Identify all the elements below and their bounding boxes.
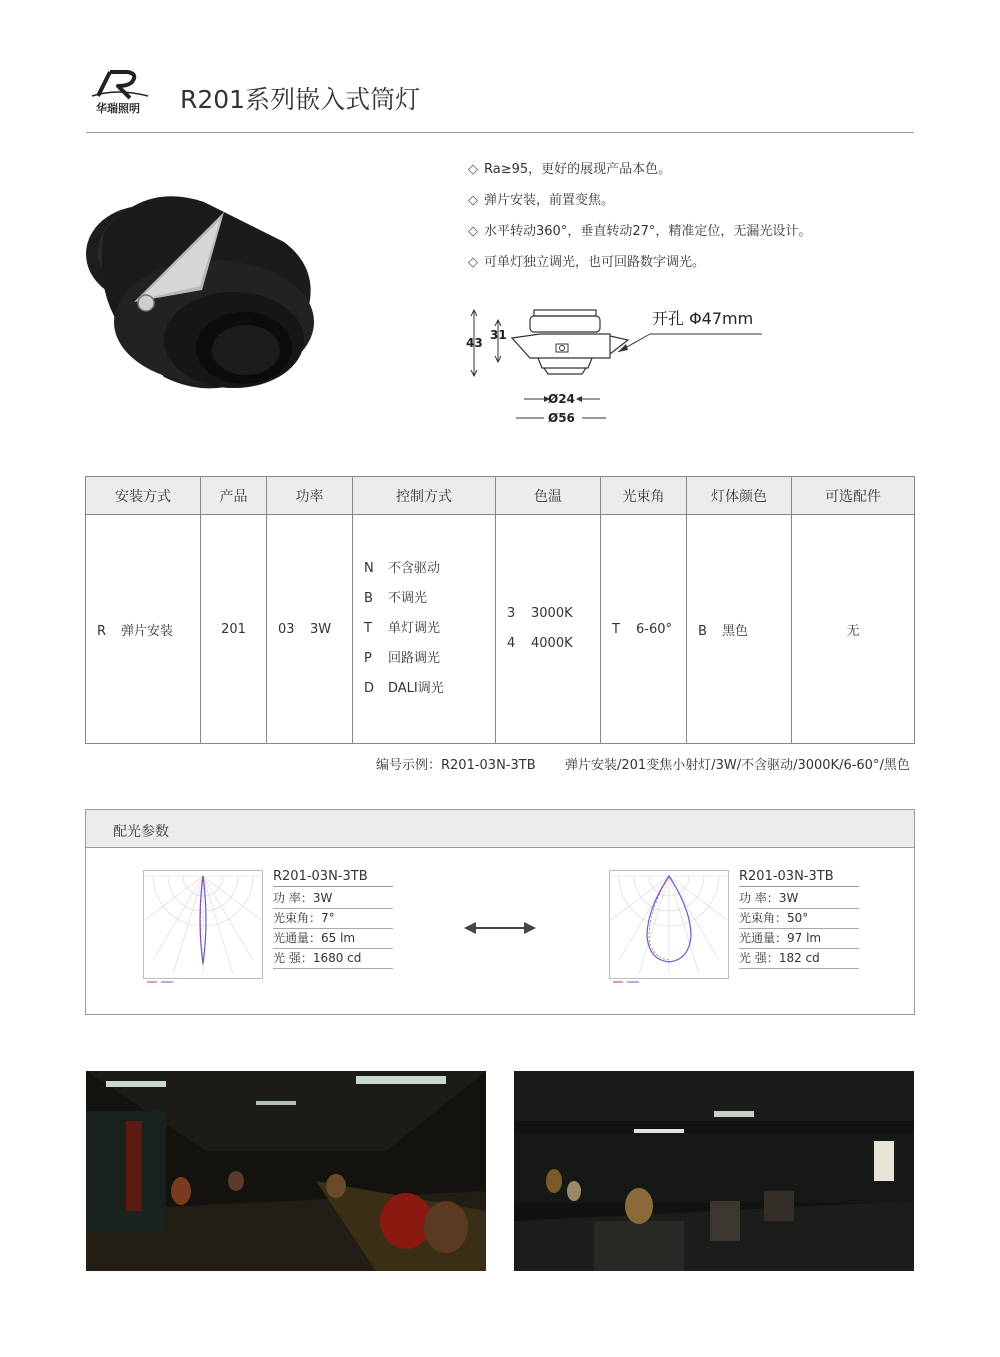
polar-chart-wide — [609, 870, 729, 986]
double-arrow-icon — [464, 921, 536, 935]
photometric-specs-wide — [739, 869, 859, 969]
photometric-panel — [85, 809, 915, 1015]
product-cell: 201 — [201, 515, 267, 744]
dim-inner-diameter: Ø24 — [548, 392, 575, 406]
model-label: R201-03N-3TB — [273, 869, 393, 887]
control-option: D DALI调光 — [364, 681, 444, 696]
order-example-desc: 弹片安装/201变焦小射灯/3W/不含驱动/3000K/6-60°/黑色 — [565, 758, 910, 773]
spec-luminous-flux: 光通量：97 lm — [739, 929, 859, 949]
cct-option: 3 3000K — [507, 606, 573, 621]
control-cell — [353, 515, 496, 744]
table-row — [86, 515, 915, 744]
spec-luminous-flux: 光通量：65 lm — [273, 929, 393, 949]
feature-item: ◇ 弹片安装，前置变焦。 — [468, 193, 615, 208]
accessory-cell: 无 — [792, 515, 915, 744]
col-header-product: 产品 — [201, 477, 267, 515]
feature-item: ◇ Ra≥95，更好的展现产品本色。 — [468, 162, 672, 177]
spec-beam-angle: 光束角：50° — [739, 909, 859, 929]
photometric-header — [86, 810, 914, 848]
col-header-power: 功率 — [267, 477, 353, 515]
header-divider — [86, 132, 914, 133]
order-example-code: 编号示例：R201-03N-3TB — [376, 758, 536, 773]
beam-cell: T 6-60° — [601, 515, 687, 744]
spec-power: 功 率：3W — [273, 889, 393, 909]
spec-intensity: 光 强：182 cd — [739, 949, 859, 969]
col-header-install: 安装方式 — [86, 477, 201, 515]
model-label: R201-03N-3TB — [739, 869, 859, 887]
col-header-accessory: 可选配件 — [792, 477, 915, 515]
spec-power: 功 率：3W — [739, 889, 859, 909]
gallery-photo-right — [514, 1071, 914, 1271]
col-header-color: 灯体颜色 — [687, 477, 792, 515]
cct-cell — [496, 515, 601, 744]
color-cell: B 黑色 — [687, 515, 792, 744]
cutout-label: 开孔 Φ47mm — [652, 309, 754, 328]
brand-name: 华瑞照明 — [96, 102, 140, 115]
control-option: N 不含驱动 — [364, 561, 441, 576]
polar-chart-narrow — [143, 870, 263, 986]
power-cell: 03 3W — [267, 515, 353, 744]
dim-outer-diameter: Ø56 — [548, 411, 575, 425]
photometric-specs-narrow — [273, 869, 393, 969]
dim-total-height: 43 — [466, 336, 483, 350]
col-header-control: 控制方式 — [353, 477, 496, 515]
feature-list — [468, 154, 811, 278]
product-image — [84, 172, 324, 398]
gallery-photo-left — [86, 1071, 486, 1271]
page-title: R201系列嵌入式筒灯 — [180, 85, 421, 114]
photometric-title: 配光参数 — [113, 824, 169, 840]
feature-item: ◇ 可单灯独立调光，也可回路数字调光。 — [468, 255, 706, 270]
control-option: T 单灯调光 — [364, 621, 441, 636]
spec-beam-angle: 光束角：7° — [273, 909, 393, 929]
control-option: B 不调光 — [364, 591, 428, 606]
table-header-row — [86, 477, 915, 515]
cct-option: 4 4000K — [507, 636, 573, 651]
control-option: P 回路调光 — [364, 651, 441, 666]
col-header-beam: 光束角 — [601, 477, 687, 515]
col-header-cct: 色温 — [496, 477, 601, 515]
dim-body-height: 31 — [490, 328, 507, 342]
ordering-table — [85, 476, 915, 744]
feature-item: ◇ 水平转动360°，垂直转动27°，精准定位，无漏光设计。 — [468, 224, 812, 239]
install-cell: R 弹片安装 — [86, 515, 201, 744]
spec-intensity: 光 强：1680 cd — [273, 949, 393, 969]
